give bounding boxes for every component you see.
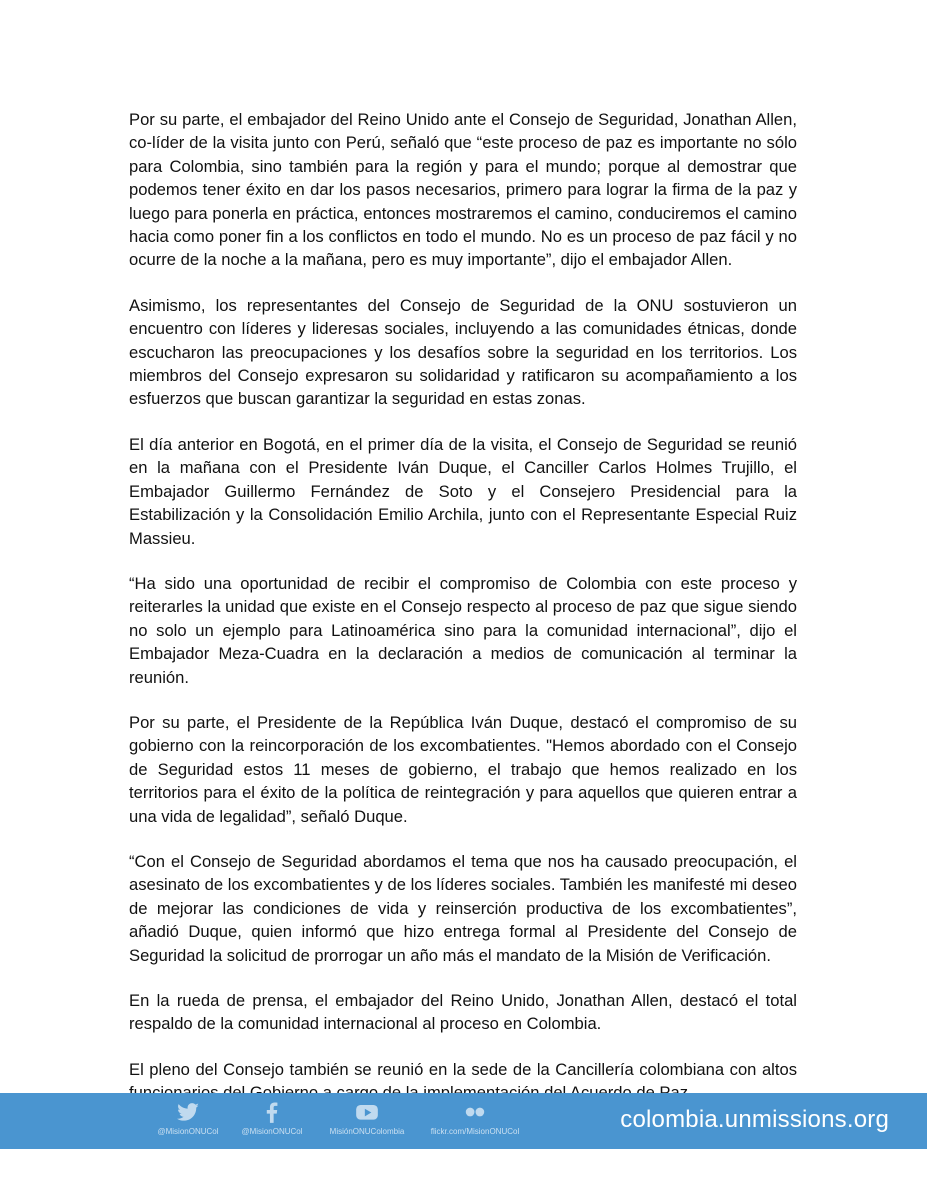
paragraph-6: “Con el Consejo de Seguridad abordamos el tema que nos ha causado preocupación, el asesinato de los excombatientes y de los líderes sociales. También les manifesté mi deseo de mejorar las condiciones de vida y reinserción productiva de los excombatientes”, añadió Duque, quien informó que hizo entrega formal al Presidente del Consejo de Seguridad la solicitud de prorrogar un año más el mandato de la Misión de Verificación. (129, 851, 797, 965)
paragraph-8: El pleno del Consejo también se reunió en la sede de la Cancillería colombiana con altos (129, 1059, 797, 1079)
paragraph-1: Por su parte, el embajador del Reino Unido ante el Consejo de Seguridad, Jonathan Allen, co-líder de la visita junto con Perú, señaló que “este proceso de paz es importante no sólo para Colombia, sino también para la región y para el mundo; porque al demostrar que podemos tener éxito en dar los pasos necesarios, primero para lograr la firma de la paz y luego para ponerla en práctica, entonces mostraremos el camino, conduciremos el camino hacia como poner fin a los conflictos en todo el mundo. No es un proceso de paz fácil y no ocurre de la noche a la mañana, pero es muy importante”, dijo el embajador Allen. (129, 110, 797, 270)
paragraph-7: En la rueda de prensa, el embajador del Reino Unido, Jonathan Allen, destacó el total respaldo de la comunidad internacional al proceso en Colombia. (129, 991, 797, 1034)
twitter-icon (174, 1099, 202, 1125)
document-body (129, 108, 797, 1127)
paragraph-3: El día anterior en Bogotá, en el primer día de la visita, el Consejo de Seguridad se reunió en la mañana con el Presidente Iván Duque, el Canciller Carlos Holmes Trujillo, el Embajador Guillermo Fernández de Soto y el Consejero Presidencial para la Estabilización y la Consolidación Emilio Archila, junto con el Representante Especial Ruiz Massieu. (129, 434, 797, 548)
facebook-handle: @MisionONUCol (241, 1127, 303, 1136)
twitter-handle: @MisionONUCol (157, 1127, 219, 1136)
youtube-handle: MisiónONUColombia (329, 1127, 405, 1136)
flickr-icon (460, 1099, 490, 1125)
flickr-handle: flickr.com/MisionONUCol (430, 1127, 520, 1136)
youtube-icon (352, 1099, 382, 1125)
paragraph-5: Por su parte, el Presidente de la República Iván Duque, destacó el compromiso de su gobierno con la reincorporación de los excombatientes. "Hemos abordado con el Consejo de Seguridad estos 11 meses de gobierno, el trabajo que hemos realizado en los territorios para el éxito de la política de reintegración y para aquellos que quieren entrar a una vida de legalidad”, señaló Duque. (129, 712, 797, 826)
website-link[interactable]: colombia.unmissions.org (620, 1106, 889, 1133)
paragraph-4: “Ha sido una oportunidad de recibir el compromiso de Colombia con este proceso y reiterarles la unidad que existe en el Consejo respecto al proceso de paz que sigue siendo no solo un ejemplo para Latinoamérica sino para la comunidad internacional”, dijo el Embajador Meza-Cuadra en la declaración a medios de comunicación al terminar la reunión. (129, 573, 797, 687)
facebook-icon (258, 1099, 286, 1125)
page-footer (0, 1093, 927, 1149)
social-flickr[interactable] (415, 1099, 535, 1136)
paragraph-2: Asimismo, los representantes del Consejo de Seguridad de la ONU sostuvieron un encuentro con líderes y lideresas sociales, incluyendo a las comunidades étnicas, donde escucharon las preocupaciones y los desafíos sobre la seguridad en los territorios. Los miembros del Consejo expresaron su solidaridad y ratificaron su acompañamiento a los esfuerzos que buscan garantizar la seguridad en estas zonas. (129, 295, 797, 409)
social-youtube[interactable] (307, 1099, 427, 1136)
